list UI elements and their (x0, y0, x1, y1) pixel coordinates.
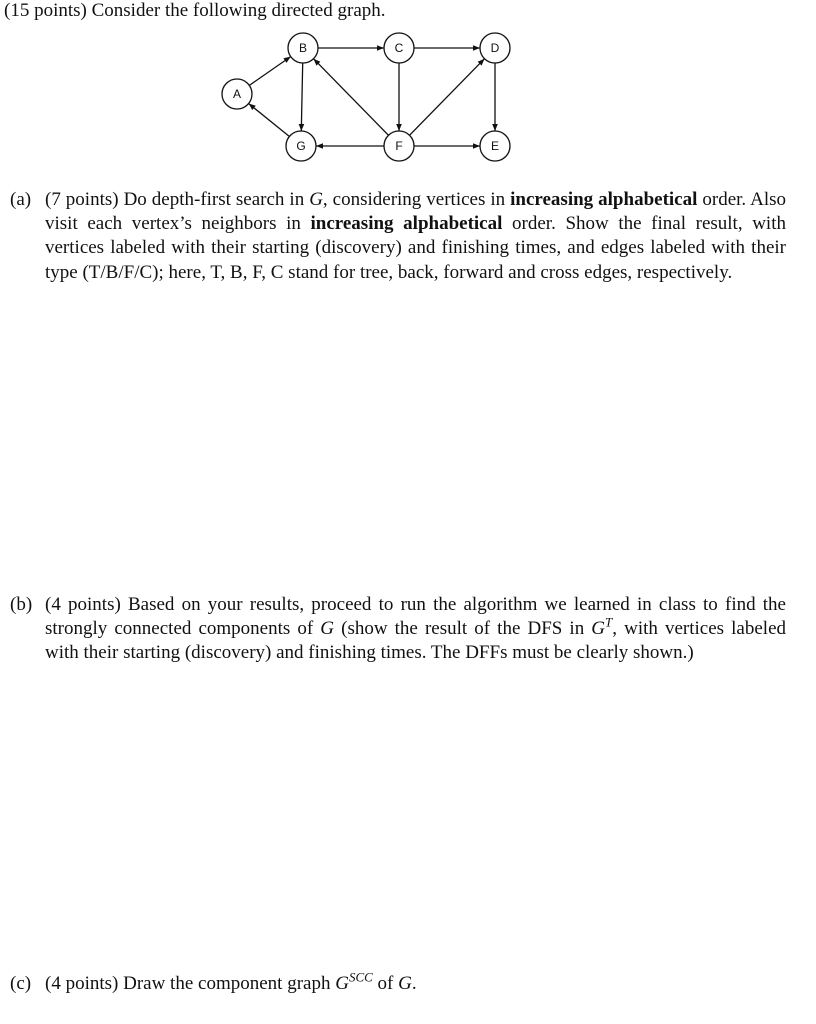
problem-header: (15 points) Consider the following directed graph. (4, 0, 386, 21)
vertex-label: G (296, 139, 306, 153)
vertex-label: A (232, 87, 242, 101)
vertex-g (286, 131, 316, 161)
vertex-b (288, 33, 318, 63)
part-b-marker: (b) (10, 594, 33, 615)
vertex-e (480, 131, 510, 161)
edge-f-d (410, 59, 485, 136)
edge-b-g (301, 63, 302, 131)
vertex-c (384, 33, 414, 63)
vertex-label: E (490, 139, 500, 153)
directed-graph (0, 0, 816, 170)
vertex-a (222, 79, 252, 109)
part-a-marker: (a) (10, 189, 32, 210)
part-b-text: (4 points) Based on your results, proceed to run the algorithm we learned in class to find the strongly connected components of G (show the result of the DFS in $G^T$, with vertices labeled with their starting (discovery) and finishing times. The DFFs must be clearly shown.) (45, 594, 786, 664)
edge-f-b (314, 59, 389, 136)
vertex-label: D (490, 41, 500, 55)
vertex-label: B (298, 41, 308, 55)
vertex-label: C (394, 41, 404, 55)
vertex-f (384, 131, 414, 161)
vertex-label: F (395, 139, 403, 153)
part-a-text: (7 points) Do depth-first search in G, considering vertices in increasing alphabetical order. Also visit each vertex’s neighbors in increasing alphabetical order. Show the final result, with vertices labeled with their starting (discovery) and finishing times, and edges labeled with their type (T/B/F/C); here, T, B, F, C stand for tree, back, forward and cross edges, respectively. (45, 189, 786, 283)
part-c-marker: (c) (10, 973, 32, 994)
part-c-text: (4 points) Draw the component graph $G^{SCC}$ of G. (45, 969, 417, 994)
vertex-d (480, 33, 510, 63)
edge-g-a (249, 104, 290, 137)
edge-a-b (249, 57, 290, 86)
